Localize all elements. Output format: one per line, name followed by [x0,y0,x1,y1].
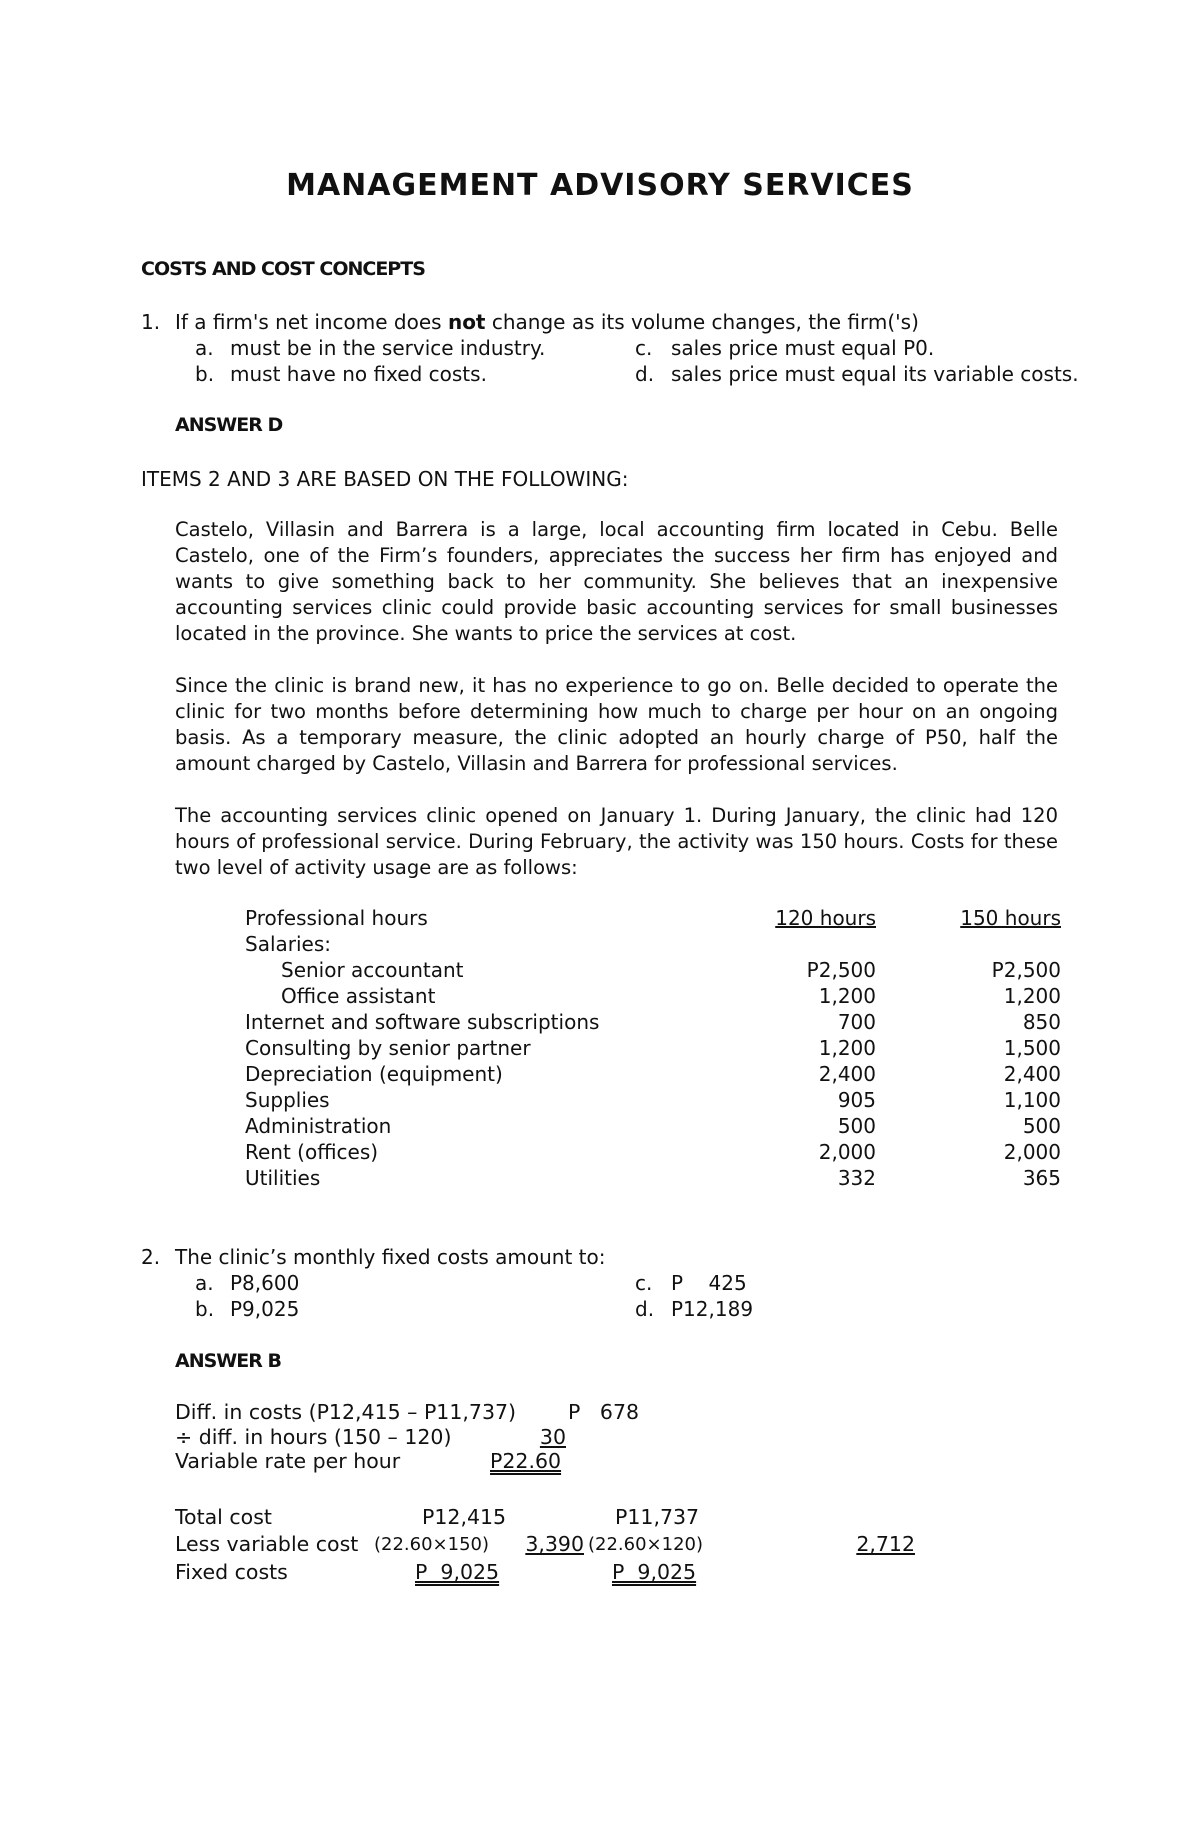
calc-diff-costs-label: Diff. in costs (P12,415 – P11,737) [175,1400,517,1424]
fixed-costs-b: P 9,025 [612,1560,697,1584]
table-row [245,983,1061,1009]
row-value-150: 2,000 [1003,1140,1061,1164]
calc-rate-label: Variable rate per hour [175,1449,401,1473]
less-variable-b: 2,712 [856,1532,915,1556]
q1-option-d: sales price must equal its variable costs. [671,362,1079,386]
row-label: Consulting by senior partner [245,1036,531,1060]
q2-option-c-letter: c. [635,1271,653,1295]
table-row [245,1113,1061,1139]
row-value-150: 1,200 [1003,984,1061,1008]
q2-option-d: P12,189 [671,1297,754,1321]
row-value-120: 500 [837,1114,876,1138]
calc-diff-hours-value: 30 [539,1425,566,1449]
section-heading: COSTS AND COST CONCEPTS [141,258,425,280]
row-value-120: 1,200 [818,1036,876,1060]
q2-option-b: P9,025 [230,1297,300,1321]
q1-option-d-letter: d. [635,362,655,386]
row-label: Supplies [245,1088,330,1112]
q2-option-a-letter: a. [195,1271,214,1295]
row-label: Office assistant [281,984,436,1008]
less-variable-label: Less variable cost [175,1532,359,1556]
q1-option-c-letter: c. [635,336,653,360]
cost-table [245,905,1061,1191]
q1-option-b: must have no fixed costs. [230,362,487,386]
q1-emphasis: not [447,310,486,334]
fixed-costs-label: Fixed costs [175,1560,288,1584]
table-row [245,931,1061,957]
row-label: Utilities [245,1166,321,1190]
row-label: Senior accountant [281,958,464,982]
row-value-120: 905 [837,1088,876,1112]
row-value-120: 2,400 [818,1062,876,1086]
scenario-paragraph-3: The accounting services clinic opened on January 1. During January, the clinic had 120 hours of professional service. During February, the activity was 150 hours. Costs for these two level of activity usage are as follows: [175,804,1058,879]
scenario-paragraph-2: Since the clinic is brand new, it has no experience to go on. Belle decided to operate the clinic for two months before determining how much to charge per hour on an ongoing basis. As a temporary measure, the clinic adopted an hourly charge of P50, half the amount charged by Castelo, Villasin and Barrera for professional services. [175,674,1058,775]
q1-answer: ANSWER D [175,414,283,436]
header-label: Professional hours [245,906,428,930]
row-value-150: 500 [1022,1114,1061,1138]
q2-answer: ANSWER B [175,1350,281,1372]
header-150-hours: 150 hours [960,906,1061,930]
scenario-paragraph-1: Castelo, Villasin and Barrera is a large, local accounting firm located in Cebu. Belle Castelo, one of the Firm’s founders, appreciates the success her firm has enjoyed and wants to give something back to her community. She believes that an inexpensive accounting services clinic could provide basic accounting services for small businesses located in the province. She wants to price the services at cost. [175,518,1058,645]
q2-text: The clinic’s monthly fixed costs amount to: [175,1245,606,1269]
row-value-120: 1,200 [818,984,876,1008]
total-cost-b: P11,737 [615,1505,700,1529]
q2-option-a: P8,600 [230,1271,300,1295]
table-row [245,957,1061,983]
q2-option-d-letter: d. [635,1297,655,1321]
table-row [245,1035,1061,1061]
cost-table-header [245,905,1061,931]
q1-option-b-letter: b. [195,362,215,386]
table-row [245,1061,1061,1087]
row-value-150: 850 [1022,1010,1061,1034]
q2-number: 2. [141,1245,161,1269]
group-label-salaries: Salaries: [245,932,332,956]
row-label: Depreciation (equipment) [245,1062,503,1086]
q1-text: If a firm's net income does not change as its volume changes, the firm('s) [175,310,919,334]
total-cost-label: Total cost [175,1505,272,1529]
q1-option-c: sales price must equal P0. [671,336,935,360]
header-120-hours: 120 hours [775,906,876,930]
row-value-120: 332 [837,1166,876,1190]
fixed-costs-a: P 9,025 [415,1560,500,1584]
table-row [245,1087,1061,1113]
row-value-150: 1,500 [1003,1036,1061,1060]
row-label: Rent (offices) [245,1140,379,1164]
calc-rate-value: P22.60 [490,1449,562,1473]
table-row [245,1009,1061,1035]
total-cost-a: P12,415 [422,1505,507,1529]
q2-option-c: P 425 [671,1271,747,1295]
row-value-120: 700 [837,1010,876,1034]
calc-diff-hours-label: ÷ diff. in hours (150 – 120) [175,1425,452,1449]
items-heading: ITEMS 2 AND 3 ARE BASED ON THE FOLLOWING: [141,467,629,491]
less-variable-basis-b: (22.60×120) [588,1534,704,1555]
calc-diff-costs-value: P 678 [568,1400,640,1424]
row-label: Internet and software subscriptions [245,1010,600,1034]
q1-option-a: must be in the service industry. [230,336,546,360]
table-row [245,1139,1061,1165]
row-value-150: 2,400 [1003,1062,1061,1086]
row-label: Administration [245,1114,392,1138]
table-row [245,1165,1061,1191]
row-value-150: 1,100 [1003,1088,1061,1112]
row-value-120: P2,500 [806,958,876,982]
row-value-150: 365 [1022,1166,1061,1190]
less-variable-basis-a: (22.60×150) [374,1534,490,1555]
row-value-120: 2,000 [818,1140,876,1164]
less-variable-a: 3,390 [525,1532,584,1556]
q2-option-b-letter: b. [195,1297,215,1321]
q1-number: 1. [141,310,161,334]
q1-option-a-letter: a. [195,336,214,360]
page-title: MANAGEMENT ADVISORY SERVICES [286,168,914,203]
row-value-150: P2,500 [991,958,1061,982]
